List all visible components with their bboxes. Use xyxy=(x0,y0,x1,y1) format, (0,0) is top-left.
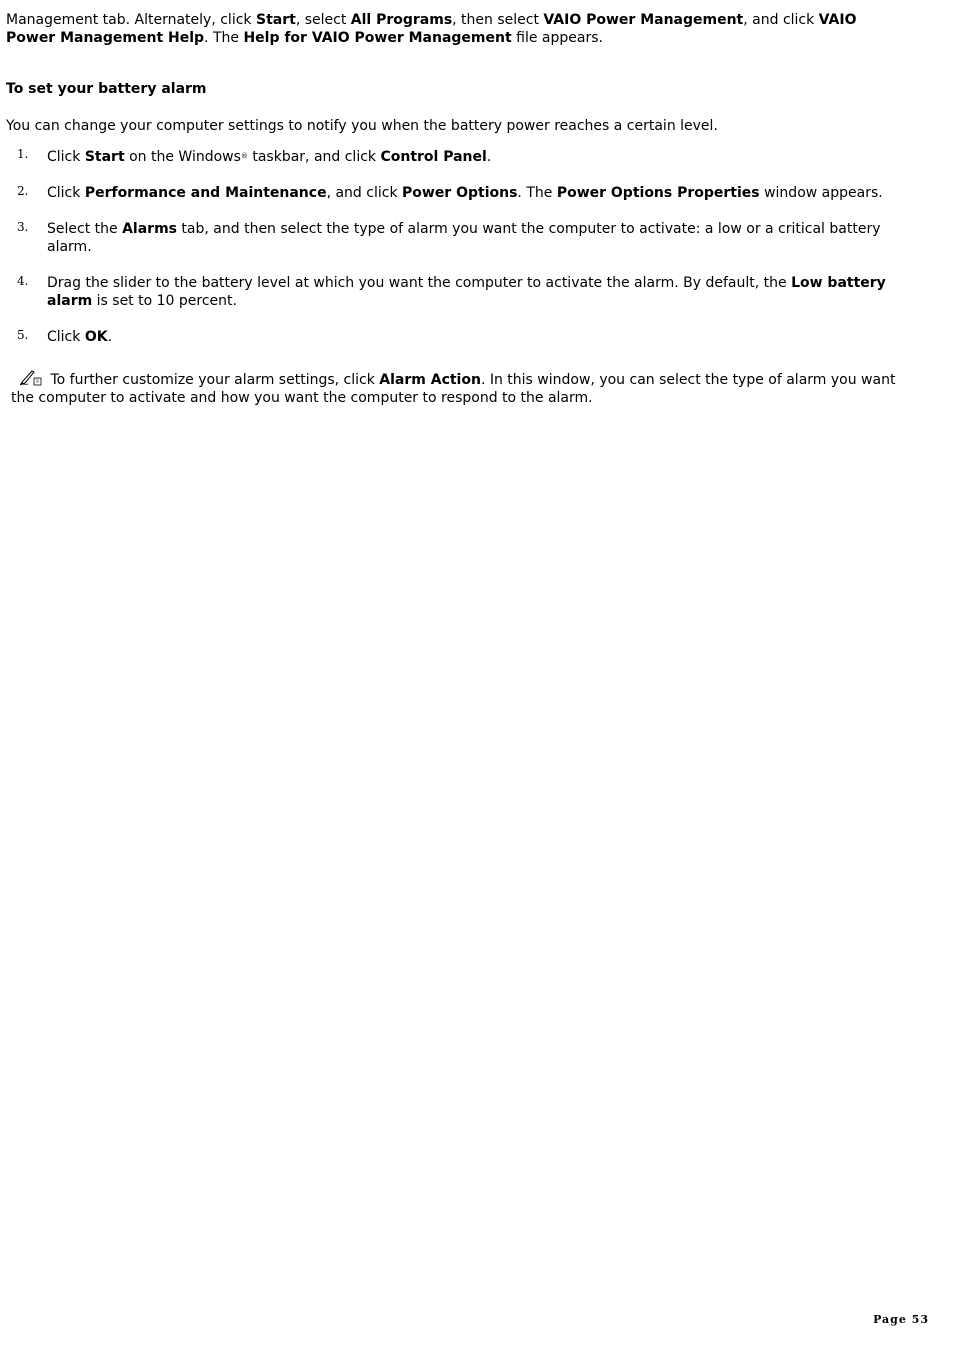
page-number: Page 53 xyxy=(873,1313,929,1326)
intro-text: Management tab. Alternately, click xyxy=(6,12,256,28)
step-number: 1. xyxy=(17,147,29,161)
step-text: , and click xyxy=(326,185,402,201)
step-number: 5. xyxy=(17,328,29,342)
step-text: tab, and then select the type of alarm you want the computer to activate: a low or a critical battery alarm. xyxy=(47,221,881,255)
step-number: 3. xyxy=(17,220,29,234)
step-text: Click xyxy=(47,185,85,201)
step-text: on the Windows xyxy=(124,149,241,165)
step-text: window appears. xyxy=(759,185,883,201)
alarm-action-term: Alarm Action xyxy=(379,372,481,388)
intro-text: , and click xyxy=(743,12,819,28)
section-heading: To set your battery alarm xyxy=(6,81,207,97)
step-term: Alarms xyxy=(122,221,177,237)
intro-text: file appears. xyxy=(511,30,603,46)
step-item xyxy=(6,184,906,202)
intro-paragraph xyxy=(6,11,906,47)
start-term: Start xyxy=(255,12,296,28)
intro-text: . The xyxy=(204,30,244,46)
note-text: To further customize your alarm settings, click xyxy=(46,372,380,388)
step-term: Performance and Maintenance xyxy=(84,185,327,201)
step-text: Click xyxy=(47,149,85,165)
note-paragraph xyxy=(11,370,906,407)
step-term: Power Options Properties xyxy=(556,185,760,201)
vaio-power-management-help-term: VAIO Power Management Help xyxy=(6,12,857,46)
step-text: Drag the slider to the battery level at which you want the computer to activate the alarm. By default, the xyxy=(47,275,792,291)
step-number: 2. xyxy=(17,184,29,198)
step-text: . xyxy=(486,149,492,165)
step-item xyxy=(6,328,906,346)
step-item xyxy=(6,220,906,256)
step-text: Click xyxy=(47,329,85,345)
document-body xyxy=(6,11,906,407)
step-text: Select the xyxy=(47,221,123,237)
step-item xyxy=(6,274,906,310)
step-text: . xyxy=(107,329,113,345)
step-text: taskbar, and click xyxy=(247,149,381,165)
step-term: Power Options xyxy=(402,185,518,201)
step-item xyxy=(6,147,906,166)
help-file-term: Help for VAIO Power Management xyxy=(243,30,512,46)
note-text: . In this window, you can select the type of alarm you want the computer to activate and how you want the computer to respond to the alarm. xyxy=(11,372,896,406)
step-term: OK xyxy=(84,329,108,345)
step-term: Start xyxy=(84,149,125,165)
step-text: is set to 10 percent. xyxy=(92,293,237,309)
step-text: . The xyxy=(517,185,557,201)
step-term: Low battery alarm xyxy=(47,275,886,309)
intro-text: , select xyxy=(295,12,351,28)
vaio-power-management-term: VAIO Power Management xyxy=(543,12,744,28)
step-term: Control Panel xyxy=(380,149,487,165)
intro-text: , then select xyxy=(452,12,544,28)
all-programs-term: All Programs xyxy=(350,12,453,28)
registered-mark: ® xyxy=(240,152,248,160)
section-lead: You can change your computer settings to notify you when the battery power reaches a certain level. xyxy=(6,118,718,134)
step-number: 4. xyxy=(17,274,29,288)
note-pencil-icon xyxy=(19,370,43,386)
steps-list xyxy=(6,147,906,346)
